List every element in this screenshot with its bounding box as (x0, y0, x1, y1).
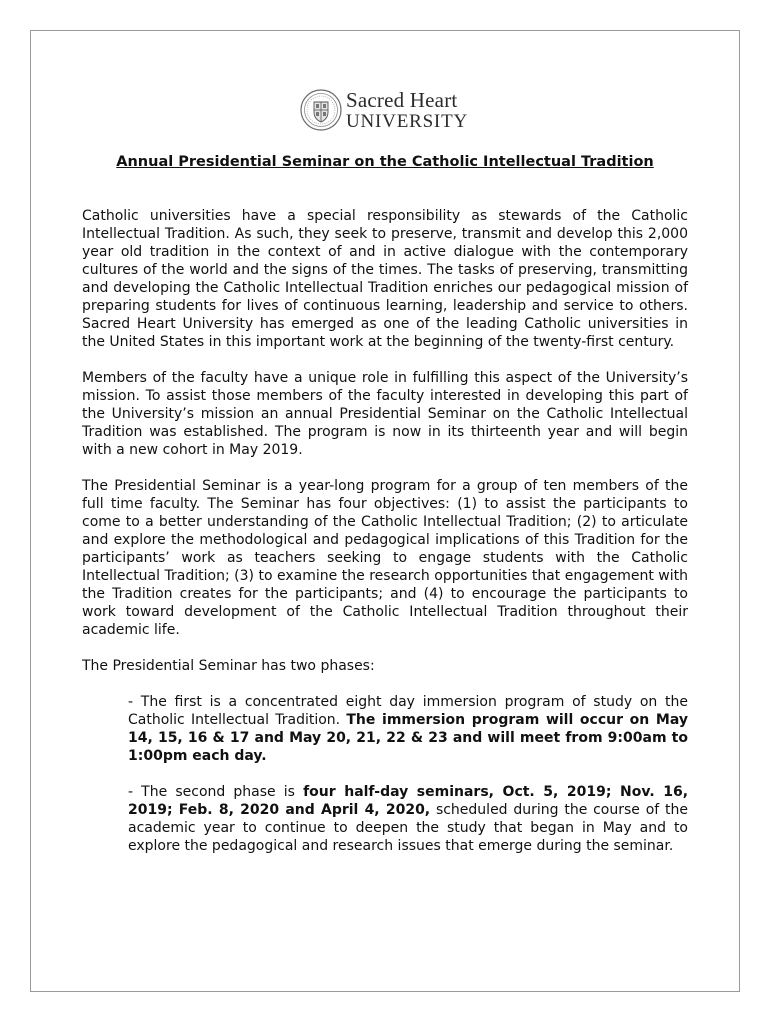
logo-line-1: Sacred Heart (346, 88, 458, 112)
page-title: Annual Presidential Seminar on the Catholic Intellectual Tradition (116, 154, 654, 170)
phase-second-text-before: - The second phase is (128, 784, 304, 800)
phase-first-bold: The immersion program will occur on May 14, 15, 16 & 17 and May 20, 21, 22 & 23 and will meet from 9:00am to 1:00pm each day. (128, 712, 688, 764)
paragraph-objectives: The Presidential Seminar is a year-long program for a group of ten members of the full time faculty. The Seminar has four objectives: (1) to assist the participants to come to a better understanding of the Catholic Intellectual Tradition; (2) to articulate and explore the methodological and pedagogical implications of this Tradition for the participants’ work as teachers seeking to engage students with the Catholic Intellectual Tradition; (3) to examine the research opportunities that engagement with the Tradition creates for the participants; and (4) to encourage the participants to work toward development of the Catholic Intellectual Tradition throughout their academic life. (82, 478, 688, 638)
phase-second-text-after: scheduled during the course of the academic year to continue to deepen the study that began in May and to explore the pedagogical and research issues that emerge during the seminar. (128, 802, 688, 854)
paragraph-phases-intro: The Presidential Seminar has two phases: (82, 658, 375, 674)
paragraph-faculty-role: Members of the faculty have a unique role in fulfilling this aspect of the University’s mission. To assist those members of the faculty interested in developing this part of the University’s mission an annual Presidential Seminar on the Catholic Intellectual Tradition was established. The program is now in its thirteenth year and will begin with a new cohort in May 2019. (82, 370, 688, 458)
phase-second-bold: four half-day seminars, Oct. 5, 2019; Nov. 16, 2019; Feb. 8, 2020 and April 4, 2020, (128, 784, 689, 818)
document-body (82, 153, 688, 873)
university-seal-icon (300, 89, 342, 131)
university-wordmark (346, 90, 468, 131)
phase-second (128, 783, 688, 855)
phase-first (128, 693, 688, 765)
phase-first-text: - The first is a concentrated eight day immersion program of study on the Catholic Intellectual Tradition. (128, 694, 688, 728)
university-logo (300, 89, 480, 133)
logo-line-2: UNIVERSITY (346, 111, 468, 132)
paragraph-intro: Catholic universities have a special responsibility as stewards of the Catholic Intellectual Tradition. As such, they seek to preserve, transmit and develop this 2,000 year old tradition in the context of and in active dialogue with the contemporary cultures of the world and the signs of the times. The tasks of preserving, transmitting and developing the Catholic Intellectual Tradition enriches our pedagogical mission of preparing students for lives of continuous learning, leadership and service to others. Sacred Heart University has emerged as one of the leading Catholic universities in the United States in this important work at the beginning of the twenty-first century. (82, 208, 688, 350)
